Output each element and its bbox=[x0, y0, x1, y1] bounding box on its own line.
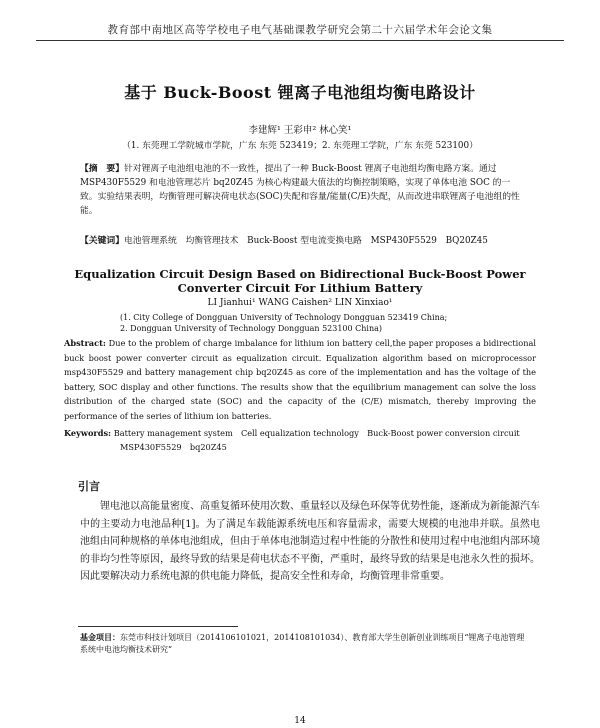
english-title-line1: Equalization Circuit Design Based on Bidirectional Buck-Boost Power bbox=[74, 267, 526, 281]
footnote bbox=[80, 631, 530, 656]
english-affiliation-2: 2. Dongguan University of Technology Dongguan 523100 China) bbox=[120, 324, 383, 333]
chinese-keywords-text: 电池管理系统 均衡管理技术 Buck-Boost 型电流变换电路 MSP430F5529 BQ20Z45 bbox=[124, 236, 488, 246]
english-affiliation-1: (1. City College of Dongguan University of Technology Dongguan 523419 China; bbox=[120, 313, 448, 322]
chinese-affiliation: （1. 东莞理工学院城市学院，广东 东莞 523419；2. 东莞理工学院，广东 东莞 523100） bbox=[122, 141, 478, 151]
english-title bbox=[60, 267, 540, 295]
chinese-keywords-label: 【关键词】 bbox=[80, 236, 124, 246]
chinese-abstract-text: 针对锂离子电池组电池的不一致性，提出了一种 Buck-Boost 锂离子电池组均衡电路方案。通过 MSP430F5529 和电池管理芯片 bq20Z45 为核心构建最大值法的均衡控制策略，实现了单体电池 SOC 的一致。实验结果表明，均衡管理可解决荷电状态(SOC)失配和容量/能量(C/E)失配，从而改进串联锂离子电池组的性能。 bbox=[80, 164, 520, 216]
english-keywords-line2: MSP430F5529 bq20Z45 bbox=[120, 442, 227, 452]
english-keywords-label: Keywords: bbox=[64, 428, 112, 438]
header-rule bbox=[36, 40, 564, 41]
english-abstract-text: Due to the problem of charge imbalance for lithium ion battery cell,the paper proposes a bidirectional buck boost power converter circuit as equalization circuit. Equalization algorithm based on microprocessor msp430F5529 and battery management chip bq20Z45 as core of the implementation and has the voltage of the battery, SOC display and other functions. The results show that the equilibrium management can solve the loss distribution of the charged state (SOC) and the capacity of the (C/E) mismatch, thereby improving the performance of the series of lithium ion batteries. bbox=[64, 338, 536, 421]
english-affiliation bbox=[120, 312, 500, 334]
footnote-text: 东莞市科技计划项目（2014106101021，2014108101034）、教育部大学生创新创业训练项目“锂离子电池管理系统中电池均衡技术研究” bbox=[80, 633, 525, 654]
footnote-label: 基金项目： bbox=[80, 632, 120, 642]
english-abstract-label: Abstract: bbox=[64, 338, 106, 348]
english-keywords bbox=[64, 426, 536, 440]
page-number: 14 bbox=[294, 716, 306, 726]
chinese-title: 基于 Buck-Boost 锂离子电池组均衡电路设计 bbox=[124, 83, 476, 102]
running-header: 教育部中南地区高等学校电子电气基础课教学研究会第二十六届学术年会论文集 bbox=[107, 24, 493, 36]
footnote-rule bbox=[78, 626, 238, 627]
english-keywords-text: Battery management system Cell equalization technology Buck-Boost power conversion circuit bbox=[111, 428, 520, 438]
intro-paragraph: 锂电池以高能量密度、高重复循环使用次数、重量轻以及绿色环保等优势性能，逐渐成为新能源汽车中的主要动力电池品种[1]。为了满足车载能源系统电压和容量需求，需要大规模的电池串并联。虽然电池组由同种规格的单体电池组成，但由于单体电池制造过程中性能的分散性和使用过程中电池组内部环境的非均匀性等原因，最终导致的结果是荷电状态不平衡，严重时，最终导致的结果是电池永久性的损坏。因此要解决动力系统电源的供电能力降低，提高安全性和寿命，均衡管理非常重要。 bbox=[80, 501, 540, 582]
section-heading-intro: 引言 bbox=[78, 480, 100, 493]
english-title-line2: Converter Circuit For Lithium Battery bbox=[177, 281, 423, 295]
chinese-authors: 李建辉¹ 王彩申² 林心笑¹ bbox=[248, 125, 352, 136]
chinese-abstract bbox=[80, 162, 524, 218]
chinese-abstract-label: 【摘 要】 bbox=[80, 164, 124, 174]
chinese-keywords bbox=[80, 234, 524, 248]
english-abstract bbox=[64, 336, 536, 423]
english-authors: LI Jianhui¹ WANG Caishen² LIN Xinxiao¹ bbox=[207, 298, 393, 308]
